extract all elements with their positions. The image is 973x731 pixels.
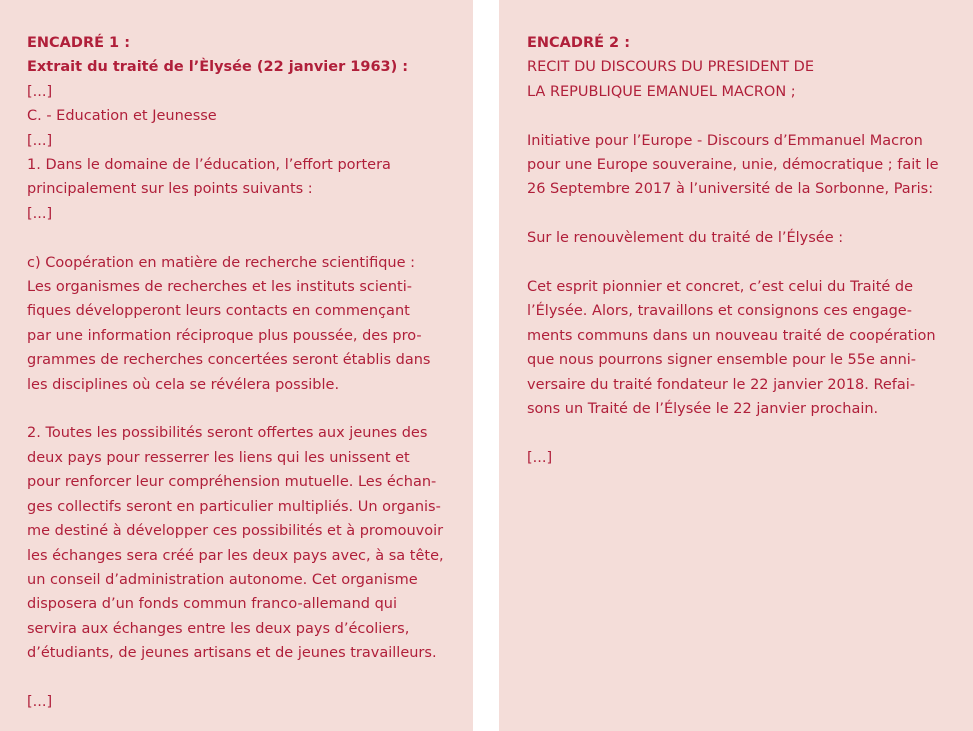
text-line: RECIT DU DISCOURS DU PRESIDENT DE [527,59,814,76]
text-line: l’Élysée. Alors, travaillons et consignons ces engage- [527,303,912,320]
text-line: par une information réciproque plus poussée, des pro- [27,327,422,344]
blank-line [27,397,473,421]
text-line: LA REPUBLIQUE EMANUEL MACRON ; [527,83,796,100]
encadre-2-heading: ENCADRÉ 2 : [527,35,630,51]
text-line: Les organismes de recherches et les instituts scienti- [27,279,412,296]
text-line: [...] [27,83,53,100]
blank-line [27,666,473,690]
text-line: c) Coopération en matière de recherche scientifique : [27,254,416,271]
text-line: principalement sur les points suivants : [27,181,313,198]
text-line: [...] [27,693,53,710]
text-line: Cet esprit pionnier et concret, c’est celui du Traité de [527,279,914,296]
text-line: les disciplines où cela se révélera possible. [27,376,340,393]
text-line: pour renforcer leur compréhension mutuelle. Les échan- [27,474,437,491]
encadre-1-panel [0,0,473,731]
text-line: les échanges sera créé par les deux pays avec, à sa tête, [27,547,444,564]
text-line: ges collectifs seront en particulier multipliés. Un organis- [27,498,441,515]
text-line: sons un Traité de l’Élysée le 22 janvier prochain. [527,401,879,418]
text-line: versaire du traité fondateur le 22 janvier 2018. Refai- [527,376,916,393]
text-line: [...] [27,132,53,149]
text-line: disposera d’un fonds commun franco-allemand qui [27,596,397,613]
text-line: servira aux échanges entre les deux pays d’écoliers, [27,620,410,637]
text-line: grammes de recherches concertées seront établis dans [27,352,431,369]
text-line: Sur le renouvèlement du traité de l’Élysée : [527,230,844,247]
text-line: Initiative pour l’Europe - Discours d’Emmanuel Macron [527,132,923,149]
blank-line [527,202,973,226]
blank-line [527,421,973,445]
text-line: 1. Dans le domaine de l’éducation, l’effort portera [27,157,391,174]
text-line: un conseil d’administration autonome. Cet organisme [27,571,418,588]
text-line: C. - Education et Jeunesse [27,108,217,125]
encadre-1-heading: ENCADRÉ 1 : [27,35,130,51]
blank-line [27,226,473,250]
text-line: fiques développeront leurs contacts en commençant [27,303,410,320]
text-line: que nous pourrons signer ensemble pour le 55e anni- [527,352,917,369]
text-line: pour une Europe souveraine, unie, démocratique ; fait le [527,157,939,174]
text-line: [...] [527,449,553,466]
encadre-1-subheading: Extrait du traité de l’Èlysée (22 janvier 1963) : [27,59,409,76]
text-line: deux pays pour resserrer les liens qui les unissent et [27,449,410,466]
blank-line [527,104,973,128]
encadre-2-panel [499,0,973,731]
text-line: d’étudiants, de jeunes artisans et de jeunes travailleurs. [27,645,437,662]
text-line: [...] [27,205,53,222]
text-line: 2. Toutes les possibilités seront offertes aux jeunes des [27,425,428,442]
blank-line [527,251,973,275]
text-line: ments communs dans un nouveau traité de coopération [527,327,936,344]
text-line: me destiné à développer ces possibilités et à promouvoir [27,523,444,540]
text-line: 26 Septembre 2017 à l’université de la Sorbonne, Paris: [527,181,934,198]
